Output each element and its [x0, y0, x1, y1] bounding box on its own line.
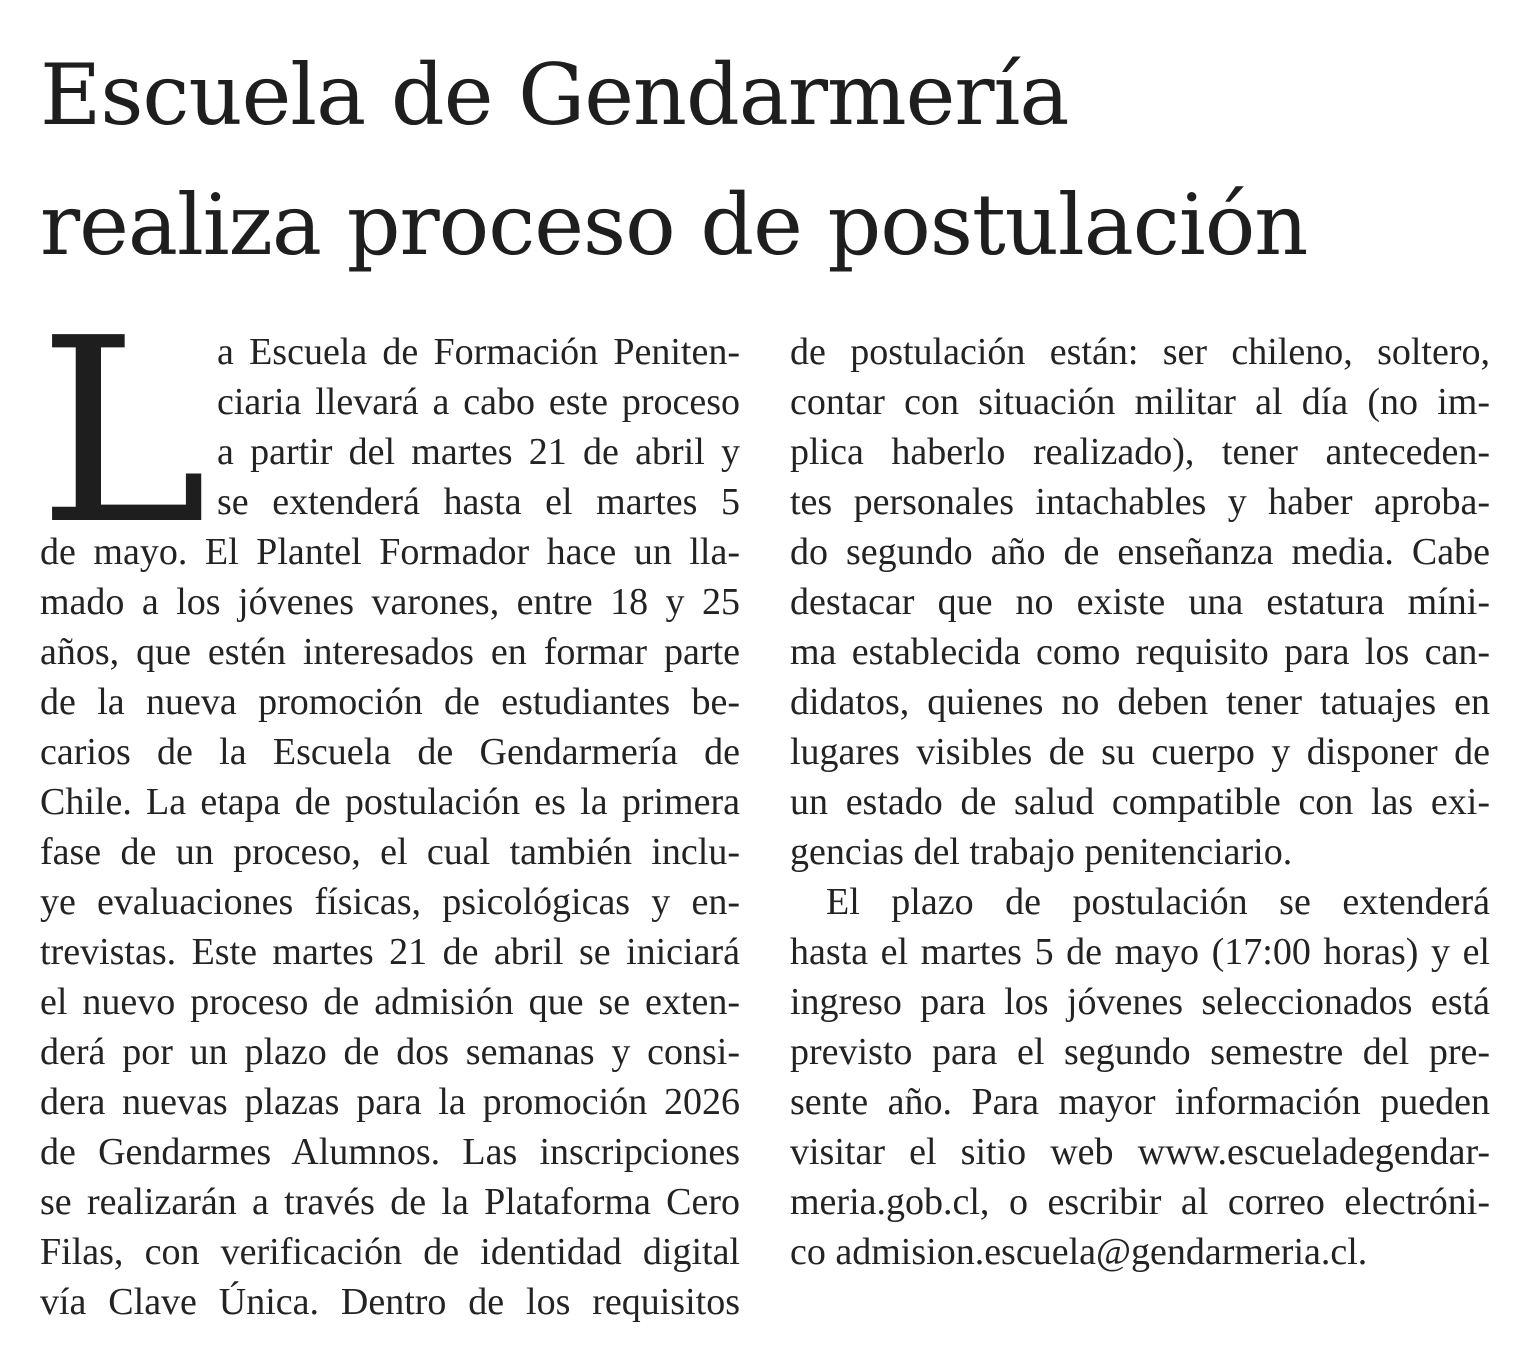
article-column-right	[790, 327, 1490, 1277]
text-line: fase de un proceso, el cual también inclu-	[40, 831, 740, 873]
text-line: a Escuela de Formación Peniten-	[217, 331, 740, 373]
text-line: dera nuevas plazas para la promoción 2026	[40, 1081, 740, 1123]
text-line: ciaria llevará a cabo este proceso	[217, 381, 740, 423]
text-line: do segundo año de enseñanza media. Cabe	[790, 531, 1490, 573]
text-line: tes personales intachables y haber aproba-	[790, 481, 1490, 523]
text-line: de Gendarmes Alumnos. Las inscripciones	[40, 1131, 740, 1173]
text-line: de mayo. El Plantel Formador hace un lla-	[40, 531, 740, 573]
text-line: de postulación están: ser chileno, soltero,	[790, 331, 1490, 373]
text-line: plica haberlo realizado), tener anteceden-	[790, 431, 1490, 473]
drop-cap: L	[38, 284, 208, 581]
text-line: un estado de salud compatible con las exi-	[790, 781, 1490, 823]
text-line: previsto para el segundo semestre del pre-	[790, 1031, 1490, 1073]
paragraph-requirements	[790, 327, 1490, 877]
article-headline	[40, 30, 1500, 290]
paragraph-deadline	[790, 877, 1490, 1277]
text-line: de la nueva promoción de estudiantes be-	[40, 681, 740, 723]
headline-line-2: realiza proceso de postulación	[40, 176, 1308, 274]
text-line: sente año. Para mayor información pueden	[790, 1081, 1490, 1123]
text-line: El plazo de postulación se extenderá	[826, 881, 1490, 923]
text-line: didatos, quienes no deben tener tatuajes en	[790, 681, 1490, 723]
headline-line-1: Escuela de Gendarmería	[40, 46, 1069, 144]
text-line: ingreso para los jóvenes seleccionados está	[790, 981, 1490, 1023]
text-line: co admision.escuela@gendarmeria.cl.	[790, 1231, 1368, 1273]
text-line: Filas, con verificación de identidad digital	[40, 1231, 740, 1273]
text-line: carios de la Escuela de Gendarmería de	[40, 731, 740, 773]
text-line: visitar el sitio web www.escueladegendar-	[790, 1131, 1490, 1173]
text-line: lugares visibles de su cuerpo y disponer de	[790, 731, 1490, 773]
article-column-left	[40, 327, 740, 1327]
text-line: destacar que no existe una estatura míni-	[790, 581, 1490, 623]
text-line: el nuevo proceso de admisión que se exten-	[40, 981, 740, 1023]
text-line: a partir del martes 21 de abril y	[217, 431, 740, 473]
text-line: Chile. La etapa de postulación es la primera	[40, 781, 740, 823]
text-line: meria.gob.cl, o escribir al correo electróni-	[790, 1181, 1490, 1223]
text-line: se extenderá hasta el martes 5	[217, 481, 740, 523]
text-line: gencias del trabajo penitenciario.	[790, 831, 1293, 873]
text-line: contar con situación militar al día (no im-	[790, 381, 1490, 423]
text-line: vía Clave Única. Dentro de los requisitos	[40, 1281, 740, 1323]
text-line: derá por un plazo de dos semanas y consi-	[40, 1031, 740, 1073]
text-line: años, que estén interesados en formar parte	[40, 631, 740, 673]
text-line: ye evaluaciones físicas, psicológicas y en-	[40, 881, 740, 923]
text-line: ma establecida como requisito para los can-	[790, 631, 1490, 673]
text-line: trevistas. Este martes 21 de abril se iniciará	[40, 931, 740, 973]
text-line: mado a los jóvenes varones, entre 18 y 25	[40, 581, 740, 623]
text-line: hasta el martes 5 de mayo (17:00 horas) y el	[790, 931, 1490, 973]
text-line: se realizarán a través de la Plataforma Cero	[40, 1181, 740, 1223]
